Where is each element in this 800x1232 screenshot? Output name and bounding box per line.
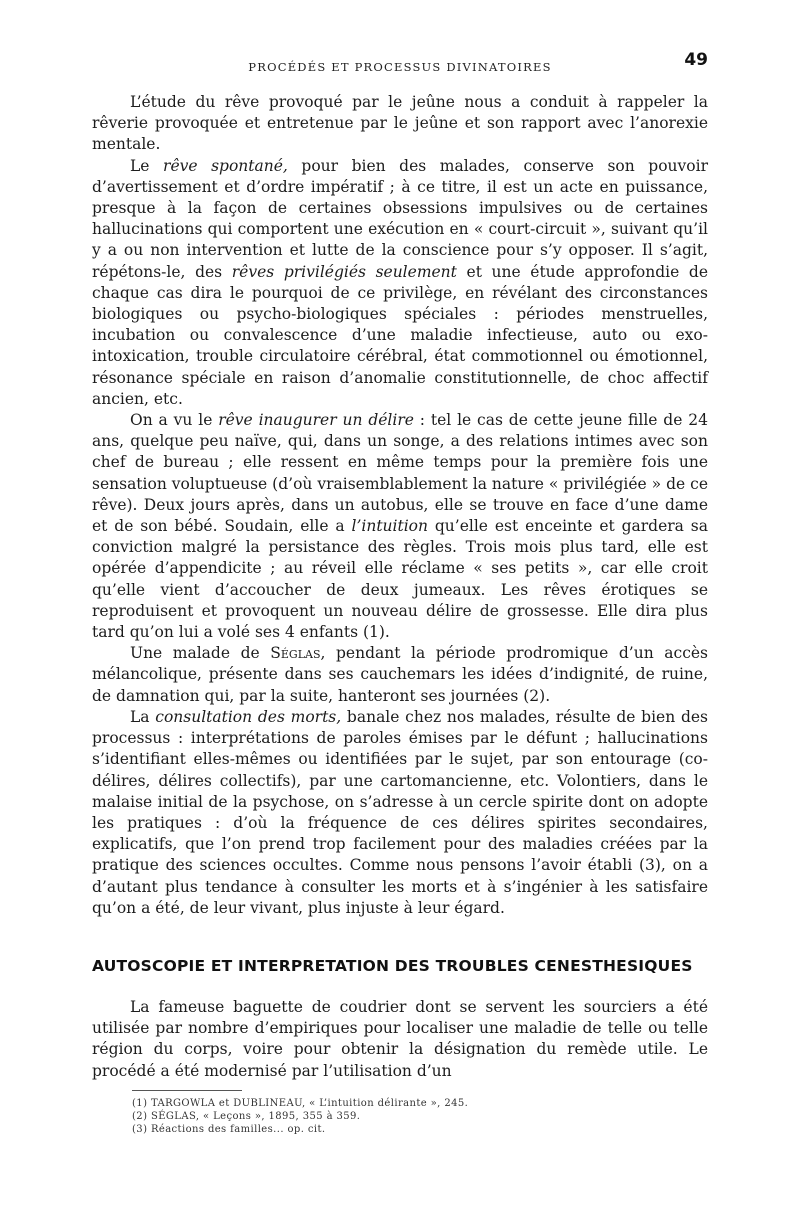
paragraph-6: La fameuse baguette de coudrier dont se servent les sourciers a été utilisée par nombre d’empiriques pour localiser une maladie de telle ou telle région du corps, voire pour obtenir la désignation du remède utile. Le procédé a été modernisé par l’utilisation d’un (92, 997, 708, 1080)
paragraph-3-italic-b: rêve inaugurer un délire (218, 411, 414, 430)
body-text (92, 92, 708, 1082)
paragraph-2-italic-b: rêve spontané, (163, 156, 288, 175)
paragraph-4-text-a: Une malade de (130, 644, 271, 663)
footnote-rule (132, 1090, 242, 1091)
paragraph-3-text-c: : tel le cas de cette jeune fille de 24 ans, quelque peu naïve, qui, dans un songe, a des relations intimes avec son chef de bureau ; elle ressent en même temps pour la première fois une sensation voluptueuse (d’où vraisemblablement la nature « privilégiée » de ce rêve). Deux jours après, dans un autobus, elle se trouve en face d’une dame et de son bébé. Soudain, elle a (92, 411, 708, 536)
page-header (92, 48, 708, 78)
footnote-2: (2) SÉGLAS, « Leçons », 1895, 355 à 359. (132, 1111, 361, 1122)
paragraph-5-text-a: La (130, 707, 156, 726)
paragraph-3-text-a: On a vu le (130, 411, 219, 430)
running-head: PROCÉDÉS ET PROCESSUS DIVINATOIRES (248, 60, 552, 74)
paragraph-5 (92, 707, 708, 919)
paragraph-4-text-c: , pendant la période prodromique d’un accès mélancolique, présente dans ses cauchemars les idées d’indignité, de ruine, de damnation qui, par la suite, hanteront ses journées (2). (92, 644, 708, 705)
footnote-3: (3) Réactions des familles... op. cit. (132, 1124, 326, 1135)
paragraph-4 (92, 643, 708, 707)
paragraph-2-text-a: Le (130, 156, 164, 175)
page-number: 49 (684, 50, 708, 70)
paragraph-3 (92, 410, 708, 643)
paragraph-2 (92, 156, 708, 410)
paragraph-2-italic-d: rêves privilégiés seulement (231, 262, 457, 281)
paragraph-4-author-name: Séglas (270, 644, 321, 663)
paragraph-1: L’étude du rêve provoqué par le jeûne nous a conduit à rappeler la rêverie provoquée et entretenue par le jeûne et son rapport avec l’anorexie mentale. (92, 93, 708, 154)
paragraph-2-text-c: pour bien des malades, conserve son pouvoir d’avertissement et d’ordre impératif ; à ce titre, il est un acte en puissance, presque à la façon de certaines obsessions impulsives ou de certaines hallucinations qui comportent une exécution en « court-circuit », suivant qu’il y a ou non intervention et lutte de la conscience pour s’y opposer. Il s’agit, répétons-le, des (92, 156, 708, 281)
paragraph-3-text-e: qu’elle est enceinte et gardera sa conviction malgré la persistance des règles. Trois mois plus tard, elle est opérée d’appendicite ; au réveil elle réclame « ses petits », car elle croit qu’elle vient d’accoucher de deux jumeaux. Les rêves érotiques se reproduisent et provoquent un nouveau délire de grossesse. Elle dira plus tard qu’on lui a volé ses 4 enfants (1). (92, 517, 708, 642)
paragraph-5-text-c: banale chez nos malades, résulte de bien des processus : interprétations de paroles émises par le défunt ; hallucinations s’identifiant elles-mêmes ou identifiées par le sujet, par son entourage (co-délires, délires collectifs), par une cartomancienne, etc. Volontiers, dans le malaise initial de la psychose, on s’adresse à un cercle spirite dont on adopte les pratiques : d’où la fréquence de ces délires spirites secondaires, explicatifs, que l’on prend trop facilement pour des maladies créées par la pratique des sciences occultes. Comme nous pensons l’avoir établi (3), on a d’autant plus tendance à consulter les morts et à s’ingénier à les satisfaire qu’on a été, de leur vivant, plus injuste à leur égard. (92, 707, 708, 917)
paragraph-3-italic-d: l’intuition (351, 517, 428, 536)
footnotes (92, 1090, 708, 1136)
footnote-1: (1) TARGOWLA et DUBLINEAU, « L’intuition délirante », 245. (132, 1098, 469, 1109)
paragraph-5-italic-b: consultation des morts, (155, 707, 342, 726)
paragraph-2-text-e: et une étude approfondie de chaque cas dira le pourquoi de ce privilège, en révélant des circonstances biologiques ou psycho-biologiques spéciales : périodes menstruelles, incubation ou convalescence d’une maladie infectieuse, auto ou exo-intoxication, trouble circulatoire cérébral, état commotionnel ou émotionnel, résonance spéciale en raison d’anomalie constitutionnelle, de choc affectif ancien, etc. (92, 262, 708, 408)
section-heading: AUTOSCOPIE ET INTERPRETATION DES TROUBLES CENESTHESIQUES (92, 956, 693, 975)
